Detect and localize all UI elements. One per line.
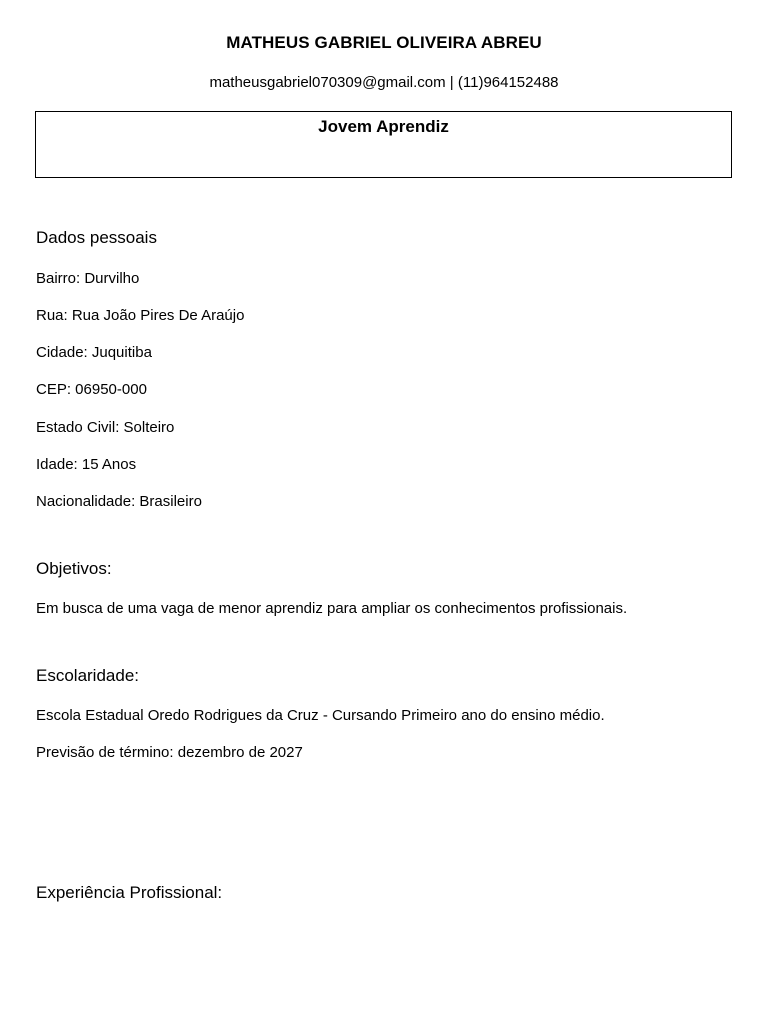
objectives-text: Em busca de uma vaga de menor aprendiz para ampliar os conhecimentos profissionais. [36, 600, 628, 617]
personal-line-marital-status: Estado Civil: Solteiro [36, 419, 175, 436]
personal-line-city: Cidade: Juquitiba [36, 344, 152, 361]
experience-heading: Experiência Profissional: [36, 883, 223, 902]
education-completion: Previsão de término: dezembro de 2027 [36, 744, 303, 761]
position-box [35, 111, 732, 178]
contact-info: matheusgabriel070309@gmail.com | (11)964152488 [209, 74, 559, 91]
personal-line-zip: CEP: 06950-000 [36, 381, 147, 398]
objectives-heading: Objetivos: [36, 559, 112, 578]
education-heading: Escolaridade: [36, 666, 140, 685]
candidate-name: MATHEUS GABRIEL OLIVEIRA ABREU [226, 33, 542, 52]
personal-line-age: Idade: 15 Anos [36, 456, 137, 473]
personal-data-heading: Dados pessoais [36, 228, 157, 247]
position-title: Jovem Aprendiz [318, 117, 449, 136]
personal-line-neighborhood: Bairro: Durvilho [36, 270, 140, 287]
personal-line-nationality: Nacionalidade: Brasileiro [36, 493, 202, 510]
personal-line-street: Rua: Rua João Pires De Araújo [36, 307, 245, 324]
education-school: Escola Estadual Oredo Rodrigues da Cruz - Cursando Primeiro ano do ensino médio. [36, 707, 605, 724]
